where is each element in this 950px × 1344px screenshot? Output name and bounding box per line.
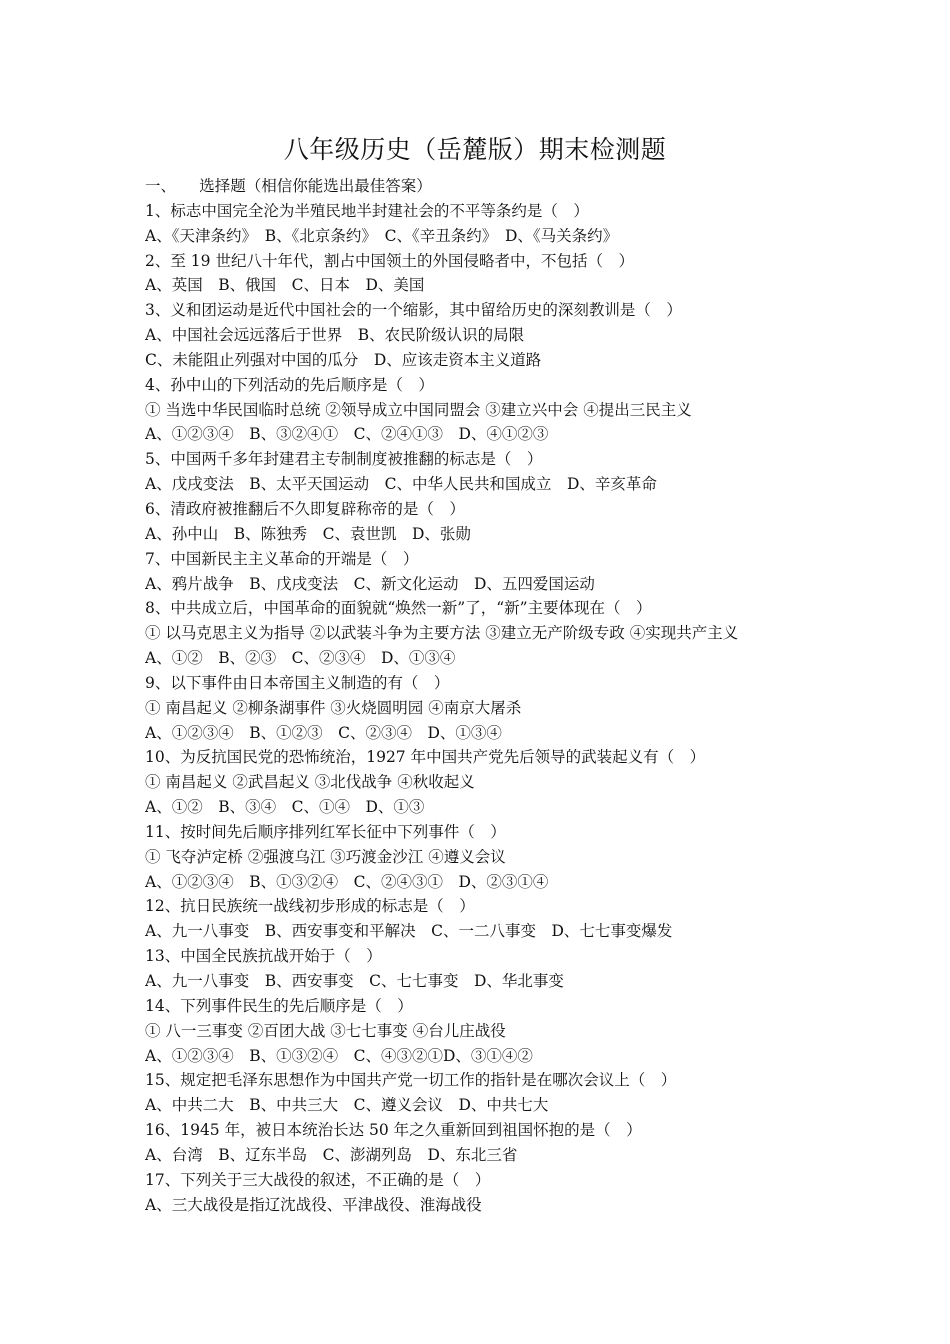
text-line: A、①② B、③④ C、①④ D、①③ bbox=[145, 798, 425, 817]
text-line: A、三大战役是指辽沈战役、平津战役、淮海战役 bbox=[145, 1195, 482, 1214]
text-line: 1、标志中国完全沦为半殖民地半封建社会的不平等条约是（ ） bbox=[145, 201, 589, 220]
text-line: 15、规定把毛泽东思想作为中国共产党一切工作的指针是在哪次会议上（ ） bbox=[145, 1071, 677, 1090]
text-line: 一、 选择题（相信你能选出最佳答案） bbox=[145, 177, 432, 195]
text-line: ① 当选中华民国临时总统 ②领导成立中国同盟会 ③建立兴中会 ④提出三民主义 bbox=[145, 400, 692, 419]
text-line: A、①②③④ B、③②④① C、②④①③ D、④①②③ bbox=[145, 425, 549, 444]
text-line: A、①② B、②③ C、②③④ D、①③④ bbox=[145, 649, 456, 668]
text-line: A、台湾 B、辽东半岛 C、澎湖列岛 D、东北三省 bbox=[145, 1145, 518, 1164]
text-line: A、①②③④ B、①③②④ C、④③②①D、③①④② bbox=[145, 1046, 533, 1065]
text-line: A、戊戌变法 B、太平天国运动 C、中华人民共和国成立 D、辛亥革命 bbox=[145, 475, 657, 494]
text-line: 6、清政府被推翻后不久即复辟称帝的是（ ） bbox=[145, 499, 465, 518]
text-line: ① 八一三事变 ②百团大战 ③七七事变 ④台儿庄战役 bbox=[145, 1021, 506, 1040]
text-line: 13、中国全民族抗战开始于（ ） bbox=[145, 947, 382, 966]
text-line: 14、下列事件民生的先后顺序是（ ） bbox=[145, 996, 413, 1015]
text-line: ① 飞夺泸定桥 ②强渡乌江 ③巧渡金沙江 ④遵义会议 bbox=[145, 847, 506, 866]
page-title: 八年级历史（岳麓版）期末检测题 bbox=[283, 135, 667, 164]
text-line: 16、1945 年，被日本统治长达 50 年之久重新回到祖国怀抱的是（ ） bbox=[145, 1121, 642, 1140]
text-line: A、①②③④ B、①③②④ C、②④③① D、②③①④ bbox=[145, 872, 549, 891]
text-line: 17、下列关于三大战役的叙述，不正确的是（ ） bbox=[145, 1170, 491, 1189]
text-line: 12、抗日民族统一战线初步形成的标志是（ ） bbox=[145, 897, 475, 916]
text-line: A、九一八事变 B、西安事变 C、七七事变 D、华北事变 bbox=[145, 972, 564, 990]
text-line: A、中国社会远远落后于世界 B、农民阶级认识的局限 bbox=[145, 326, 525, 345]
question-list bbox=[145, 174, 825, 1217]
text-line: A、中共二大 B、中共三大 C、遵义会议 D、中共七大 bbox=[145, 1096, 549, 1115]
text-line: A、①②③④ B、①②③ C、②③④ D、①③④ bbox=[145, 723, 502, 742]
text-line: 8、中共成立后，中国革命的面貌就“焕然一新”了，“新”主要体现在（ ） bbox=[145, 599, 652, 618]
text-line: 4、孙中山的下列活动的先后顺序是（ ） bbox=[145, 375, 434, 394]
text-line: ① 以马克思主义为指导 ②以武装斗争为主要方法 ③建立无产阶级专政 ④实现共产主义 bbox=[145, 624, 739, 643]
text-line: C、未能阻止列强对中国的瓜分 D、应该走资本主义道路 bbox=[145, 350, 542, 369]
text-line: 5、中国两千多年封建君主专制制度被推翻的标志是（ ） bbox=[145, 450, 543, 469]
text-line: 3、义和团运动是近代中国社会的一个缩影，其中留给历史的深刻教训是（ ） bbox=[145, 301, 682, 320]
text-line: A、《天津条约》 B、《北京条约》 C、《辛丑条约》 D、《马关条约》 bbox=[145, 226, 619, 245]
text-line: ① 南昌起义 ②武昌起义 ③北伐战争 ④秋收起义 bbox=[145, 773, 475, 792]
text-line: 11、按时间先后顺序排列红军长征中下列事件（ ） bbox=[145, 822, 506, 841]
text-line: A、九一八事变 B、西安事变和平解决 C、一二八事变 D、七七事变爆发 bbox=[145, 922, 673, 941]
text-line: A、孙中山 B、陈独秀 C、袁世凯 D、张勋 bbox=[145, 524, 471, 543]
text-line: 2、至 19 世纪八十年代，割占中国领土的外国侵略者中，不包括（ ） bbox=[145, 251, 634, 270]
text-line: 7、中国新民主主义革命的开端是（ ） bbox=[145, 549, 419, 568]
text-line: ① 南昌起义 ②柳条湖事件 ③火烧圆明园 ④南京大屠杀 bbox=[145, 698, 522, 717]
text-line: 9、以下事件由日本帝国主义制造的有（ ） bbox=[145, 673, 450, 692]
text-line: A、英国 B、俄国 C、日本 D、美国 bbox=[145, 276, 425, 295]
text-line: 10、为反抗国民党的恐怖统治，1927 年中国共产党先后领导的武装起义有（ ） bbox=[145, 748, 706, 767]
text-line: A、鸦片战争 B、戊戌变法 C、新文化运动 D、五四爱国运动 bbox=[145, 574, 595, 593]
